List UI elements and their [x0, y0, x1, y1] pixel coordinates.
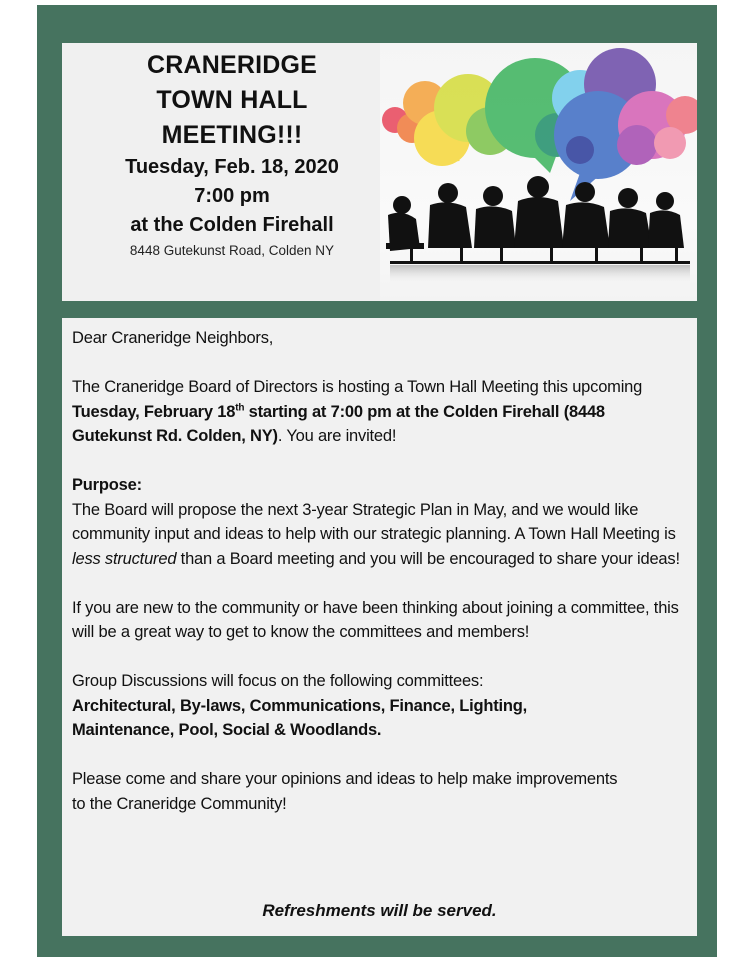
event-time: 7:00 pm [194, 185, 270, 207]
event-heading [62, 43, 402, 301]
new-members-paragraph: If you are new to the community or have been thinking about joining a committee, this will be a great way to get to know the committees and members! [72, 598, 679, 641]
event-address: 8448 Gutekunst Road, Colden NY [129, 243, 335, 258]
title-line-2: TOWN HALL [156, 86, 308, 114]
event-venue: at the Colden Firehall [130, 214, 334, 236]
speech-bubbles-and-silhouettes-icon [380, 43, 697, 301]
refreshments-note: Refreshments will be served. [262, 901, 497, 920]
purpose-text: The Board will propose the next 3-year Strategic Plan in May, and we would like community input and ideas to help with our strategic planning. A Town Hall Meeting is [72, 500, 676, 543]
intro-invite: . You are invited! [277, 427, 397, 445]
meeting-illustration [380, 43, 697, 301]
intro-text: The Craneridge Board of Directors is hosting a Town Hall Meeting this upcoming [72, 378, 643, 396]
committees-list: Architectural, By-laws, Communications, Finance, Lighting, Maintenance, Pool, Social & Woodlands. [72, 696, 528, 739]
salutation: Dear Craneridge Neighbors, [72, 329, 274, 347]
intro-date-suffix: th [235, 402, 245, 413]
closing-paragraph: Please come and share your opinions and ideas to help make improvements to the Craneridge Community! [72, 770, 618, 813]
purpose-heading: Purpose: [72, 476, 142, 494]
event-date: Tuesday, Feb. 18, 2020 [125, 156, 339, 178]
title-line-3: MEETING!!! [161, 121, 303, 149]
committees-intro: Group Discussions will focus on the following committees: [72, 672, 484, 690]
header-panel [62, 43, 697, 301]
intro-time-location: starting at 7:00 pm at the Colden Firehall (8448 Gutekunst Rd. Colden, NY) [72, 402, 605, 445]
title-line-1: CRANERIDGE [146, 51, 318, 79]
purpose-paragraph [72, 498, 687, 572]
purpose-text-end: than a Board meeting and you will be encouraged to share your ideas! [176, 549, 680, 568]
letter-panel [62, 318, 697, 936]
purpose-italic: less structured [72, 549, 177, 568]
intro-paragraph [72, 375, 687, 449]
letter-body [72, 326, 687, 841]
intro-date: Tuesday, February 18 [72, 402, 236, 421]
